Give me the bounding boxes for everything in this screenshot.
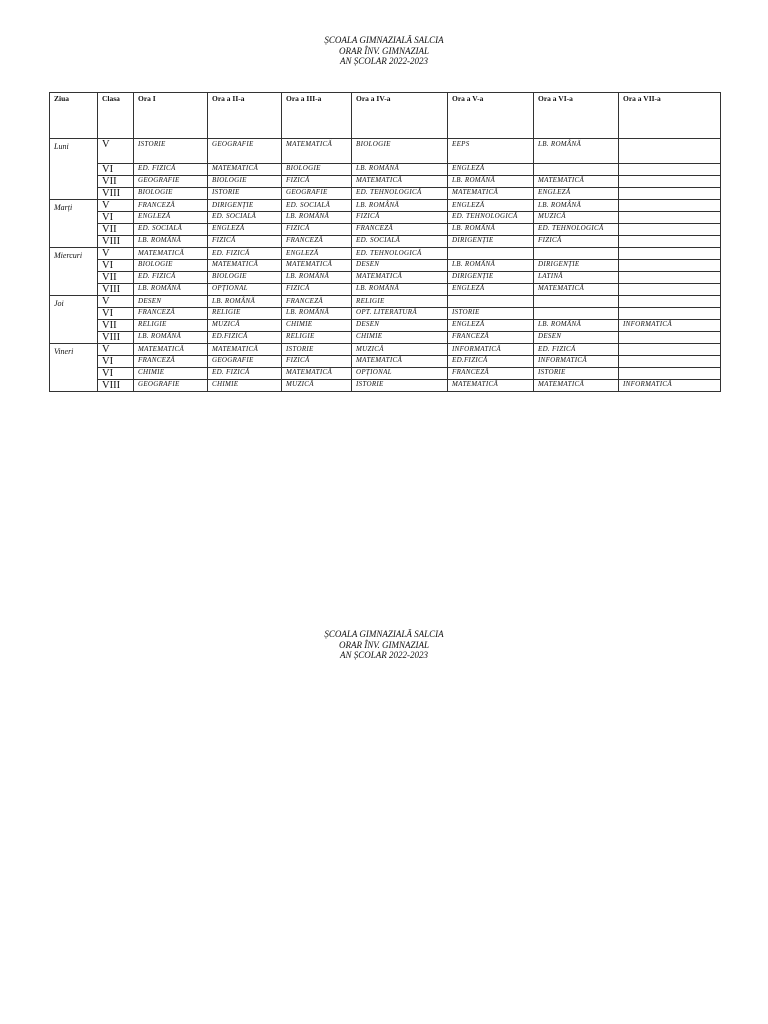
subject-cell: ISTORIE	[208, 188, 282, 200]
subject-cell: ED. TEHNOLOGICĂ	[448, 212, 534, 224]
column-header: Clasa	[98, 93, 134, 139]
subject-cell: MATEMATICĂ	[534, 176, 619, 188]
subject-cell: MATEMATICĂ	[448, 380, 534, 392]
subject-cell: LB. ROMÂNĂ	[208, 296, 282, 308]
subject-cell: LB. ROMÂNĂ	[352, 200, 448, 212]
subject-cell: LB. ROMÂNĂ	[282, 212, 352, 224]
subject-cell: EEPS	[448, 139, 534, 164]
subject-cell: RELIGIE	[208, 308, 282, 320]
subject-cell: FRANCEZĂ	[134, 200, 208, 212]
subject-cell: LB. ROMÂNĂ	[534, 320, 619, 332]
table-row	[50, 236, 721, 248]
subject-cell: ED. FIZICĂ	[134, 164, 208, 176]
column-header: Ora I	[134, 93, 208, 139]
subject-cell	[619, 332, 721, 344]
subject-cell	[619, 200, 721, 212]
column-header: Ora a VII-a	[619, 93, 721, 139]
class-cell: VIII	[98, 380, 134, 392]
school-name: ȘCOALA GIMNAZIALĂ SALCIA	[324, 629, 444, 639]
subject-cell: DIRIGENȚIE	[448, 236, 534, 248]
schedule-title: ORAR ÎNV. GIMNAZIAL	[338, 639, 430, 650]
school-year: AN ȘCOLAR 2022-2023	[339, 650, 428, 660]
subject-cell: FIZICĂ	[282, 284, 352, 296]
subject-cell: LB. ROMÂNĂ	[134, 284, 208, 296]
table-row	[50, 188, 721, 200]
subject-cell: BIOLOGIE	[134, 260, 208, 272]
subject-cell: OPT. LITERATURĂ	[352, 308, 448, 320]
class-cell: VI	[98, 212, 134, 224]
subject-cell: DESEN	[134, 296, 208, 308]
column-header: Ora a II-a	[208, 93, 282, 139]
subject-cell: GEOGRAFIE	[282, 188, 352, 200]
subject-cell: DIRIGENȚIE	[448, 272, 534, 284]
subject-cell: FRANCEZĂ	[134, 308, 208, 320]
class-cell: V	[98, 296, 134, 308]
subject-cell	[619, 296, 721, 308]
subject-cell: MATEMATICĂ	[134, 344, 208, 356]
class-cell: VI	[98, 368, 134, 380]
subject-cell	[619, 344, 721, 356]
subject-cell: MATEMATICĂ	[282, 139, 352, 164]
subject-cell: LB. ROMÂNĂ	[134, 332, 208, 344]
subject-cell: OPȚIONAL	[208, 284, 282, 296]
subject-cell	[619, 176, 721, 188]
subject-cell: CHIMIE	[282, 320, 352, 332]
subject-cell: OPȚIONAL	[352, 368, 448, 380]
table-row	[50, 380, 721, 392]
class-cell: V	[98, 248, 134, 260]
class-cell: VII	[98, 224, 134, 236]
subject-cell: MATEMATICĂ	[534, 284, 619, 296]
subject-cell: FRANCEZĂ	[134, 356, 208, 368]
table-row	[50, 320, 721, 332]
subject-cell: ED. SOCIALĂ	[352, 236, 448, 248]
table-row	[50, 200, 721, 212]
subject-cell: ENGLEZĂ	[134, 212, 208, 224]
school-name: ȘCOALA GIMNAZIALĂ SALCIA	[324, 35, 444, 45]
subject-cell	[534, 308, 619, 320]
subject-cell: LB. ROMÂNĂ	[352, 164, 448, 176]
subject-cell: LB. ROMÂNĂ	[448, 176, 534, 188]
subject-cell	[534, 296, 619, 308]
subject-cell: ENGLEZĂ	[282, 248, 352, 260]
subject-cell	[619, 164, 721, 176]
subject-cell	[448, 248, 534, 260]
schedule-table	[49, 92, 721, 392]
subject-cell	[619, 248, 721, 260]
column-header: Ora a III-a	[282, 93, 352, 139]
column-header: Ora a VI-a	[534, 93, 619, 139]
document-header	[0, 35, 768, 67]
class-cell: VIII	[98, 332, 134, 344]
table-row	[50, 332, 721, 344]
subject-cell: FRANCEZĂ	[448, 332, 534, 344]
subject-cell	[619, 308, 721, 320]
subject-cell: ED. SOCIALĂ	[282, 200, 352, 212]
table-row	[50, 296, 721, 308]
subject-cell: MUZICĂ	[208, 320, 282, 332]
subject-cell: ISTORIE	[282, 344, 352, 356]
subject-cell: LB. ROMÂNĂ	[448, 260, 534, 272]
subject-cell: DESEN	[534, 332, 619, 344]
subject-cell: FRANCEZĂ	[448, 368, 534, 380]
subject-cell	[619, 236, 721, 248]
subject-cell	[534, 164, 619, 176]
subject-cell: BIOLOGIE	[282, 164, 352, 176]
table-row	[50, 284, 721, 296]
subject-cell: MATEMATICĂ	[208, 260, 282, 272]
class-cell: VII	[98, 320, 134, 332]
subject-cell: ISTORIE	[134, 139, 208, 164]
class-cell: VIII	[98, 188, 134, 200]
subject-cell: LB. ROMÂNĂ	[534, 200, 619, 212]
subject-cell: MATEMATICĂ	[282, 368, 352, 380]
class-cell: VI	[98, 356, 134, 368]
subject-cell: MATEMATICĂ	[134, 248, 208, 260]
subject-cell: GEOGRAFIE	[134, 176, 208, 188]
subject-cell: FIZICĂ	[282, 224, 352, 236]
subject-cell: ISTORIE	[534, 368, 619, 380]
subject-cell: LB. ROMÂNĂ	[282, 272, 352, 284]
table-row	[50, 139, 721, 164]
subject-cell: CHIMIE	[352, 332, 448, 344]
subject-cell: ENGLEZĂ	[448, 320, 534, 332]
subject-cell: BIOLOGIE	[352, 139, 448, 164]
table-row	[50, 224, 721, 236]
subject-cell: MUZICĂ	[282, 380, 352, 392]
subject-cell: ENGLEZĂ	[448, 164, 534, 176]
column-header: Ora a V-a	[448, 93, 534, 139]
subject-cell: MATEMATICĂ	[534, 380, 619, 392]
subject-cell: LB. ROMÂNĂ	[448, 224, 534, 236]
subject-cell: ENGLEZĂ	[534, 188, 619, 200]
day-cell: Miercuri	[50, 248, 98, 296]
subject-cell: FIZICĂ	[282, 176, 352, 188]
subject-cell: FIZICĂ	[282, 356, 352, 368]
subject-cell: ED. TEHNOLOGICĂ	[352, 248, 448, 260]
subject-cell: ENGLEZĂ	[448, 284, 534, 296]
subject-cell: ED. FIZICĂ	[208, 368, 282, 380]
subject-cell: LB. ROMÂNĂ	[282, 308, 352, 320]
subject-cell	[619, 212, 721, 224]
subject-cell: RELIGIE	[282, 332, 352, 344]
subject-cell	[448, 296, 534, 308]
subject-cell: MATEMATICĂ	[448, 188, 534, 200]
table-row	[50, 356, 721, 368]
subject-cell	[619, 368, 721, 380]
subject-cell	[619, 272, 721, 284]
subject-cell: INFORMATICĂ	[619, 320, 721, 332]
subject-cell: ED.FIZICĂ	[448, 356, 534, 368]
subject-cell: ED. SOCIALĂ	[208, 212, 282, 224]
subject-cell: FIZICĂ	[208, 236, 282, 248]
day-cell: Vineri	[50, 344, 98, 392]
subject-cell: INFORMATICĂ	[534, 356, 619, 368]
subject-cell	[619, 139, 721, 164]
table-row	[50, 164, 721, 176]
subject-cell: MATEMATICĂ	[282, 260, 352, 272]
class-cell: VII	[98, 176, 134, 188]
class-cell: VI	[98, 164, 134, 176]
subject-cell: BIOLOGIE	[208, 272, 282, 284]
subject-cell: LB. ROMÂNĂ	[134, 236, 208, 248]
day-cell: Luni	[50, 139, 98, 200]
schedule-title: ORAR ÎNV. GIMNAZIAL	[338, 45, 430, 56]
subject-cell: FRANCEZĂ	[352, 224, 448, 236]
subject-cell: FIZICĂ	[352, 212, 448, 224]
day-cell: Joi	[50, 296, 98, 344]
subject-cell: CHIMIE	[134, 368, 208, 380]
subject-cell: FRANCEZĂ	[282, 236, 352, 248]
subject-cell: FIZICĂ	[534, 236, 619, 248]
table-row	[50, 368, 721, 380]
column-header: Ziua	[50, 93, 98, 139]
subject-cell: RELIGIE	[134, 320, 208, 332]
subject-cell: MUZICĂ	[352, 344, 448, 356]
class-cell: VI	[98, 308, 134, 320]
subject-cell: MATEMATICĂ	[352, 176, 448, 188]
document-header-repeat	[0, 629, 768, 661]
column-header: Ora a IV-a	[352, 93, 448, 139]
subject-cell: ED. FIZICĂ	[534, 344, 619, 356]
subject-cell: CHIMIE	[208, 380, 282, 392]
subject-cell: ED.FIZICĂ	[208, 332, 282, 344]
subject-cell: DESEN	[352, 260, 448, 272]
class-cell: V	[98, 344, 134, 356]
class-cell: V	[98, 139, 134, 164]
subject-cell: ISTORIE	[448, 308, 534, 320]
subject-cell: DIRIGENȚIE	[208, 200, 282, 212]
subject-cell: INFORMATICĂ	[619, 380, 721, 392]
subject-cell	[534, 248, 619, 260]
table-row	[50, 344, 721, 356]
subject-cell: ED. FIZICĂ	[134, 272, 208, 284]
subject-cell: ED. SOCIALĂ	[134, 224, 208, 236]
subject-cell: GEOGRAFIE	[134, 380, 208, 392]
table-row	[50, 176, 721, 188]
subject-cell: ENGLEZĂ	[208, 224, 282, 236]
table-row	[50, 272, 721, 284]
subject-cell: ENGLEZĂ	[448, 200, 534, 212]
subject-cell: ISTORIE	[352, 380, 448, 392]
subject-cell: GEOGRAFIE	[208, 356, 282, 368]
class-cell: VI	[98, 260, 134, 272]
subject-cell: ED. FIZICĂ	[208, 248, 282, 260]
subject-cell: ED. TEHNOLOGICĂ	[534, 224, 619, 236]
subject-cell	[619, 284, 721, 296]
table-row	[50, 212, 721, 224]
subject-cell: FRANCEZĂ	[282, 296, 352, 308]
subject-cell: DESEN	[352, 320, 448, 332]
table-row	[50, 248, 721, 260]
subject-cell	[619, 188, 721, 200]
day-cell: Marți	[50, 200, 98, 248]
subject-cell: MATEMATICĂ	[352, 356, 448, 368]
table-header-row	[50, 93, 721, 139]
class-cell: V	[98, 200, 134, 212]
subject-cell: BIOLOGIE	[208, 176, 282, 188]
subject-cell: DIRIGENȚIE	[534, 260, 619, 272]
subject-cell: ED. TEHNOLOGICĂ	[352, 188, 448, 200]
class-cell: VIII	[98, 284, 134, 296]
subject-cell	[619, 356, 721, 368]
table-row	[50, 308, 721, 320]
subject-cell: RELIGIE	[352, 296, 448, 308]
subject-cell: GEOGRAFIE	[208, 139, 282, 164]
schedule-body	[50, 139, 721, 392]
subject-cell: MATEMATICĂ	[352, 272, 448, 284]
subject-cell: MATEMATICĂ	[208, 344, 282, 356]
subject-cell: MATEMATICĂ	[208, 164, 282, 176]
school-year: AN ȘCOLAR 2022-2023	[339, 56, 428, 66]
subject-cell	[619, 260, 721, 272]
subject-cell: INFORMATICĂ	[448, 344, 534, 356]
class-cell: VIII	[98, 236, 134, 248]
class-cell: VII	[98, 272, 134, 284]
subject-cell: LB. ROMÂNĂ	[352, 284, 448, 296]
subject-cell: LATINĂ	[534, 272, 619, 284]
subject-cell: MUZICĂ	[534, 212, 619, 224]
subject-cell	[619, 224, 721, 236]
subject-cell: LB. ROMÂNĂ	[534, 139, 619, 164]
table-row	[50, 260, 721, 272]
subject-cell: BIOLOGIE	[134, 188, 208, 200]
